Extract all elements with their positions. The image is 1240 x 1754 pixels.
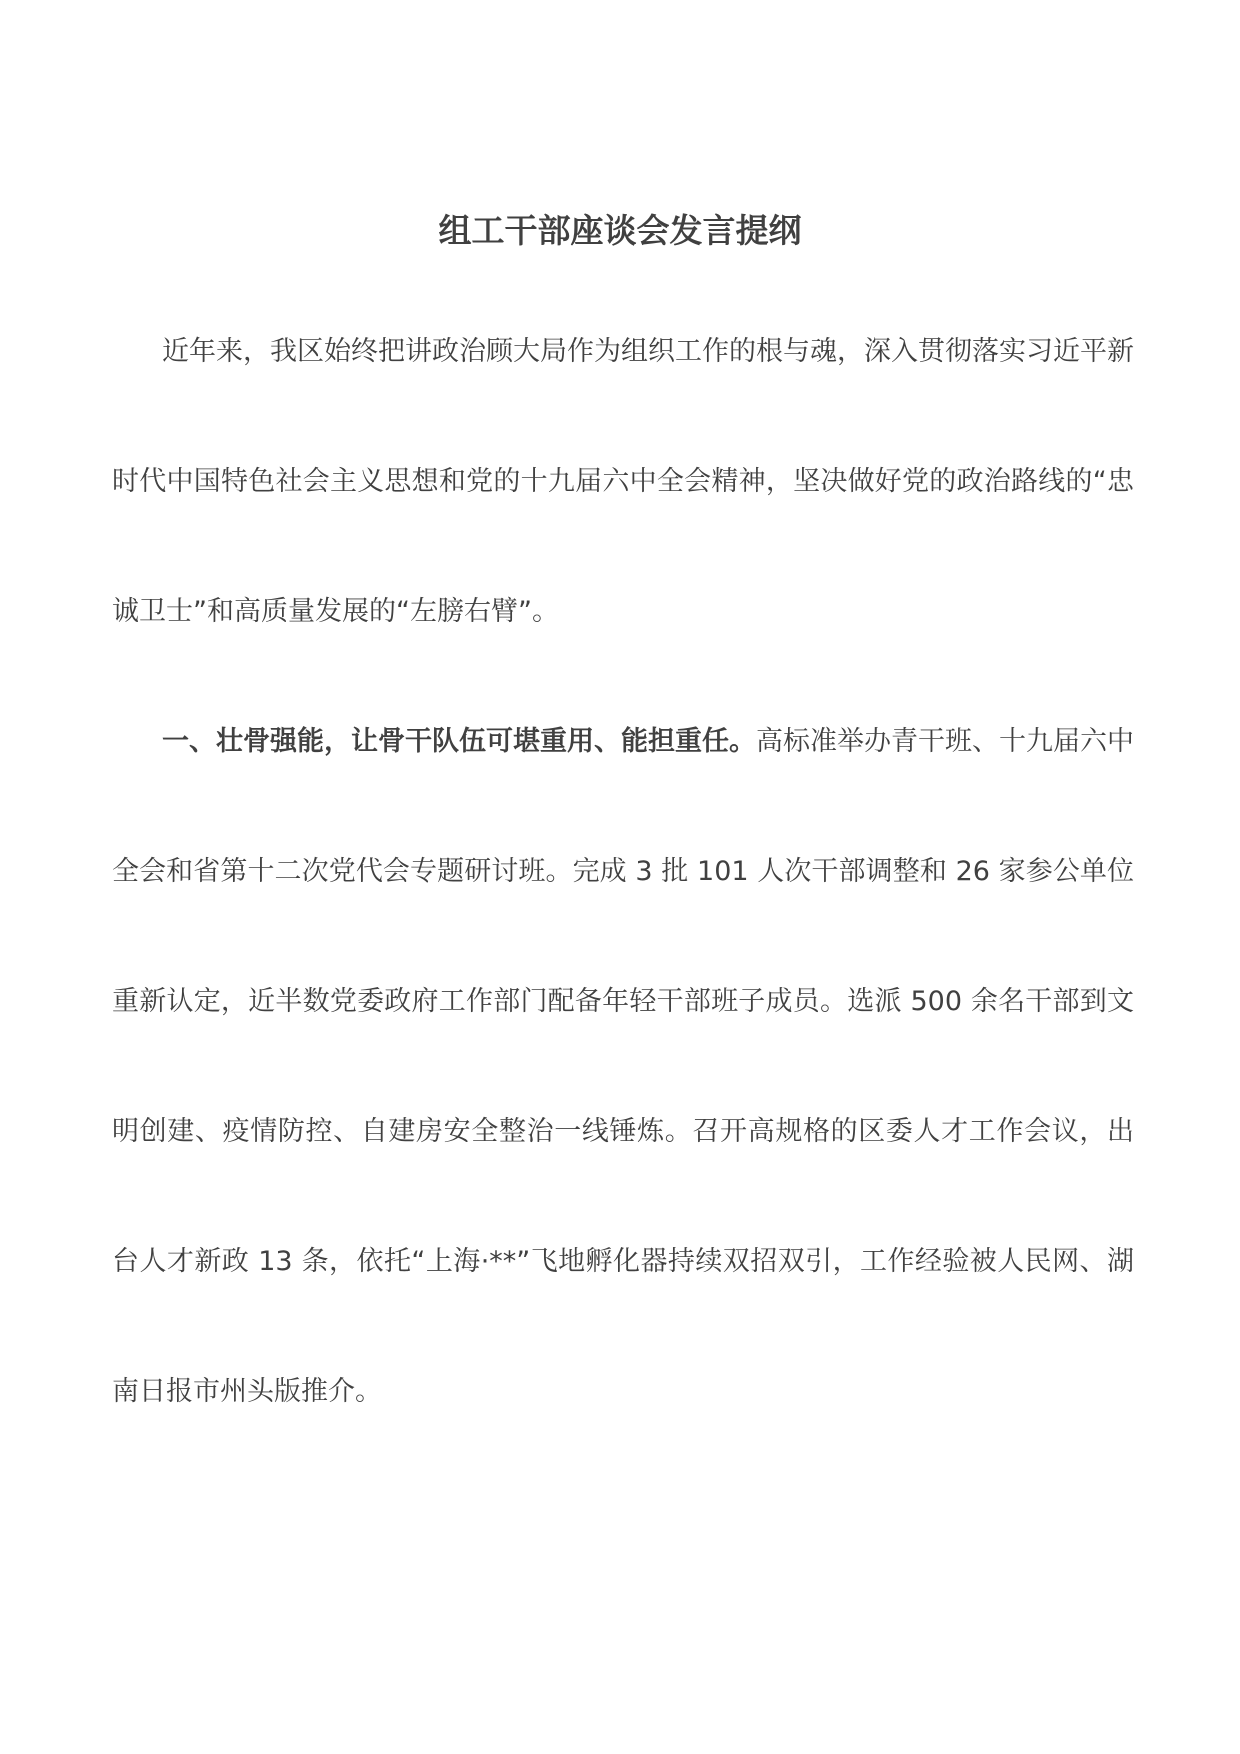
section-one-body: 高标准举办青干班、十九届六中全会和省第十二次党代会专题研讨班。完成 3 批 101 人次干部调整和 26 家参公单位重新认定，近半数党委政府工作部门配备年轻干部班子成员。选派 500 余名干部到文明创建、疫情防控、自建房安全整治一线锤炼。召开高规格的区委人才工作会议，出台人才新政 13 条，依托“上海·**”飞地孵化器持续双招双引，工作经验被人民网、湖南日报市州头版推介。 [112,726,1134,1407]
section-one-heading: 一、壮骨强能，让骨干队伍可堪重用、能担重任。 [162,726,756,757]
intro-paragraph-text: 近年来，我区始终把讲政治顾大局作为组织工作的根与魂，深入贯彻落实习近平新时代中国特色社会主义思想和党的十九届六中全会精神，坚决做好党的政治路线的“忠诚卫士”和高质量发展的“左膀右臂”。 [112,336,1134,627]
section-one-paragraph [112,677,1134,1457]
intro-paragraph [112,287,1134,677]
document-title: 组工干部座谈会发言提纲 [438,211,802,250]
